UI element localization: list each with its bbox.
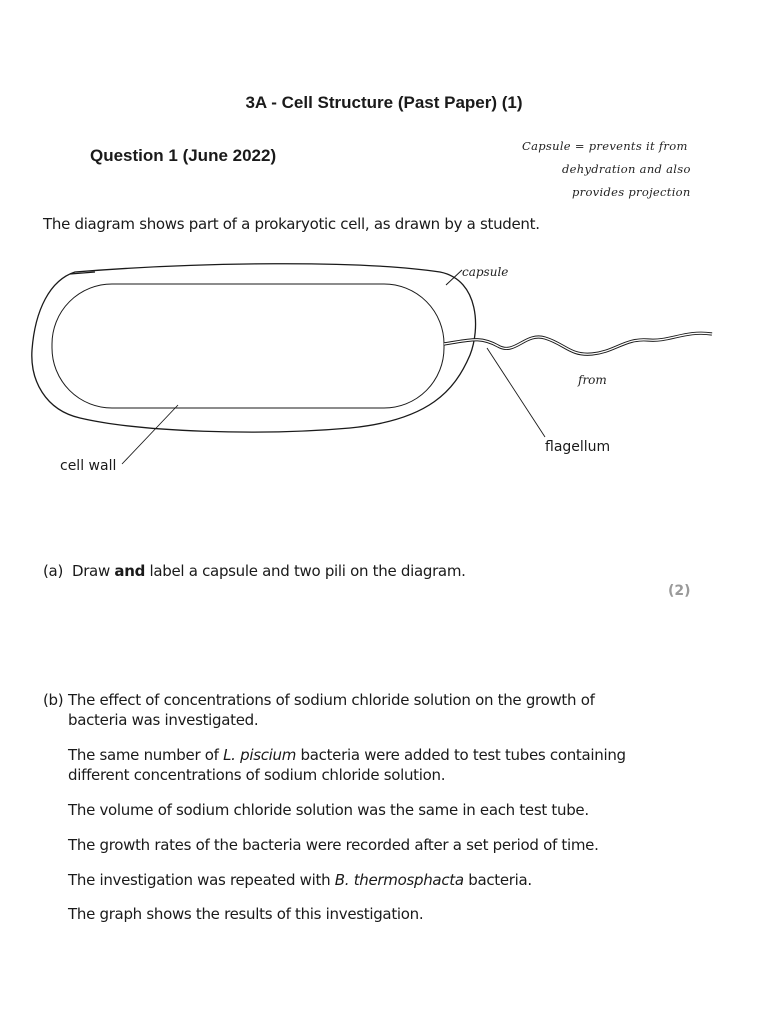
part-b-para: The effect of concentrations of sodium chloride solution on the growth of [68, 691, 595, 709]
part-b-text: bacteria were added to test tubes containing [296, 746, 626, 764]
part-b-para: different concentrations of sodium chloride solution. [68, 766, 446, 784]
capsule-label-leader [446, 270, 462, 285]
part-a-bold: and [114, 562, 146, 580]
page-title: 3A - Cell Structure (Past Paper) (1) [245, 93, 523, 112]
part-b-para: The graph shows the results of this investigation. [68, 905, 424, 923]
handwritten-note-line: Capsule = prevents it from [522, 139, 688, 153]
part-b-text: bacteria. [463, 871, 532, 889]
flagellum [444, 333, 712, 354]
cell-wall-outline [52, 284, 444, 408]
part-a-letter: (a) [43, 562, 63, 580]
flagellum-label: flagellum [545, 439, 611, 455]
handwritten-note-line: dehydration and also [562, 162, 691, 176]
part-a-question [43, 562, 466, 580]
part-b-para [68, 871, 532, 889]
part-b-para: bacteria was investigated. [68, 711, 259, 729]
part-b-text: The investigation was repeated with [68, 871, 335, 889]
capsule-handwritten-label: capsule [462, 265, 509, 279]
part-b-text: The same number of [68, 746, 224, 764]
diagram-intro: The diagram shows part of a prokaryotic cell, as drawn by a student. [43, 215, 540, 233]
part-b-species: B. thermosphacta [334, 871, 464, 889]
part-a-text-rest: label a capsule and two pili on the diagram. [145, 562, 466, 580]
part-b-species: L. piscium [223, 746, 297, 764]
cell-wall-label: cell wall [60, 458, 117, 474]
part-a-text: Draw [71, 562, 115, 580]
prokaryotic-cell-diagram [0, 250, 768, 490]
part-b-para: The volume of sodium chloride solution was the same in each test tube. [68, 801, 589, 819]
part-a-marks: (2) [668, 583, 691, 599]
question-heading: Question 1 (June 2022) [90, 146, 277, 165]
from-handwritten-label: from [578, 373, 607, 387]
part-b-para: The growth rates of the bacteria were recorded after a set period of time. [68, 836, 599, 854]
part-b-letter: (b) [43, 691, 64, 709]
flagellum-label-leader [487, 348, 545, 437]
part-b-para [68, 746, 626, 764]
cell-wall-label-leader [122, 405, 178, 464]
handwritten-note-line: provides projection [572, 185, 691, 199]
